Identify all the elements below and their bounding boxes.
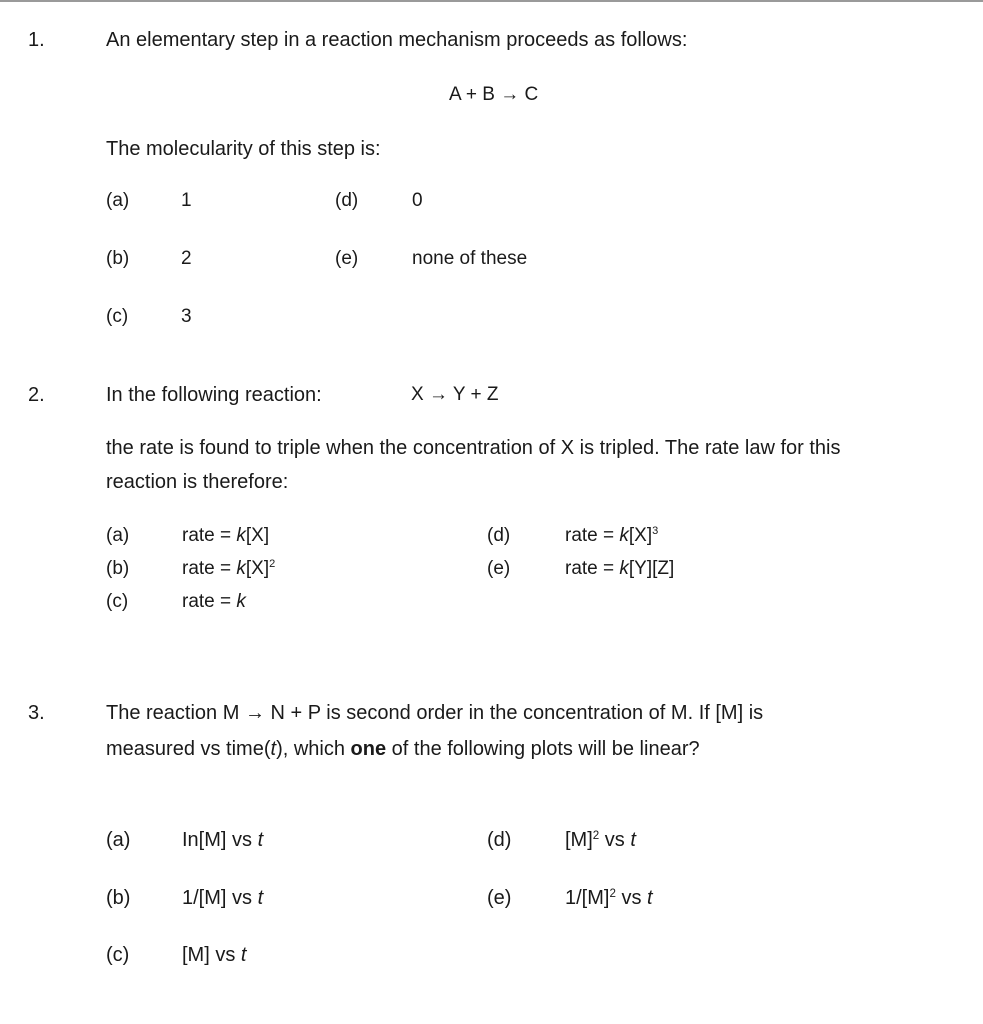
q3-option-a-letter: (a) (106, 829, 131, 851)
top-rule (0, 0, 983, 2)
q3-option-d-letter: (d) (487, 829, 512, 851)
q2-option-b-letter: (b) (106, 558, 130, 579)
q2-option-a-text: rate = k[X] (182, 525, 270, 546)
q3-number: 3. (28, 702, 45, 724)
q3-line2: measured vs time(t), which one of the following plots will be linear? (106, 738, 700, 760)
q2-equation: X → Y + Z (411, 384, 499, 405)
q3-option-a-text: In[M] vs t (182, 829, 264, 851)
q1-number: 1. (28, 29, 45, 51)
q2-number: 2. (28, 384, 45, 406)
q3-option-c-letter: (c) (106, 944, 130, 966)
q1-option-d-letter: (d) (335, 190, 359, 211)
q2-statement-line2: reaction is therefore: (106, 471, 289, 493)
q2-option-e-text: rate = k[Y][Z] (565, 558, 675, 579)
q1-option-c-letter: (c) (106, 306, 129, 327)
q2-option-c-letter: (c) (106, 591, 129, 612)
q3-option-e-letter: (e) (487, 887, 512, 909)
q2-option-d-letter: (d) (487, 525, 511, 546)
q2-option-d-text: rate = $k[X]^3$ (565, 525, 659, 546)
q1-option-b-letter: (b) (106, 248, 130, 269)
q1-option-e-text: none of these (412, 248, 528, 269)
q1-option-d-text: 0 (412, 190, 423, 211)
q2-prompt: In the following reaction: (106, 384, 322, 406)
q2-option-a-letter: (a) (106, 525, 130, 546)
q3-option-c-text: [M] vs t (182, 944, 247, 966)
q3-option-b-text: 1/[M] vs t (182, 887, 264, 909)
q2-statement-line1: the rate is found to triple when the concentration of X is tripled. The rate law for this (106, 437, 841, 459)
q1-option-a-text: 1 (181, 190, 192, 211)
q2-option-e-letter: (e) (487, 558, 511, 579)
q3-option-e-text: $1/[M]^2$ vs t (565, 886, 653, 909)
q1-prompt: An elementary step in a reaction mechanism proceeds as follows: (106, 29, 688, 51)
q2-option-b-text: rate = $k[X]^2$ (182, 558, 276, 579)
q1-equation: A + B → C (449, 84, 539, 105)
q1-option-a-letter: (a) (106, 190, 130, 211)
q3-option-d-text: $[M]^2$ vs t (565, 828, 636, 851)
q1-question: The molecularity of this step is: (106, 138, 381, 160)
q3-line1: The reaction M → N + P is second order in the concentration of M. If [M] is (106, 702, 764, 724)
q3-option-b-letter: (b) (106, 887, 131, 909)
q2-option-c-text: rate = k (182, 591, 246, 612)
q1-option-e-letter: (e) (335, 248, 359, 269)
q1-option-b-text: 2 (181, 248, 192, 269)
q1-option-c-text: 3 (181, 306, 192, 327)
